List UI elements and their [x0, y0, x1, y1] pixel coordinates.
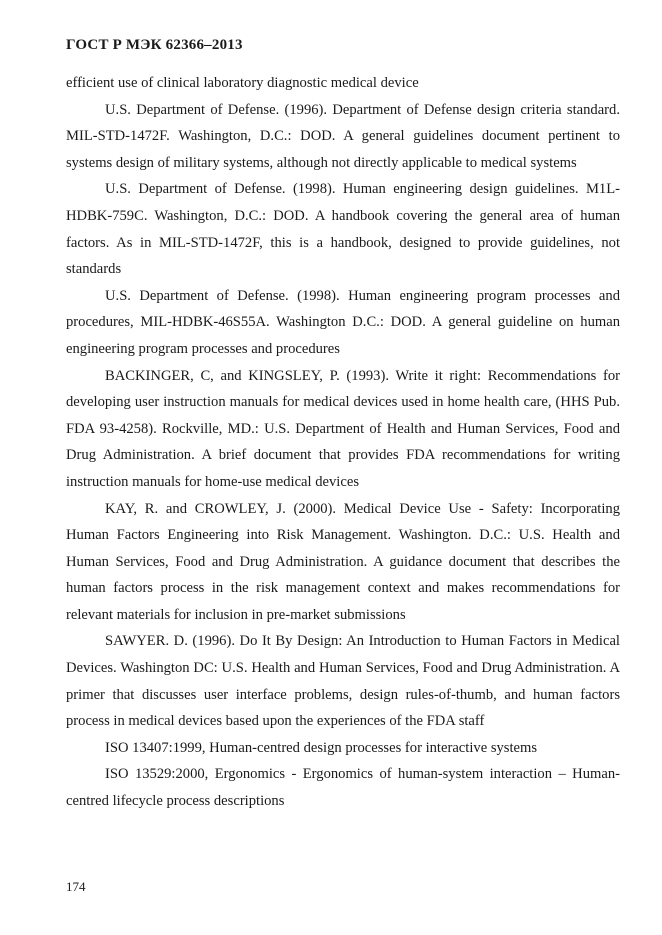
reference-backinger-1993: BACKINGER, C, and KINGSLEY, P. (1993). Write it right: Recommendations for developing user instruction manuals for medical devices used in home health care, (HHS Pub. FDA 93-4258). Rockville, MD.: U.S. Department of Health and Human Services, Food and Drug Administration. A brief document that provides FDA recommendations for writing instruction manuals for home-use medical devices [66, 367, 620, 490]
reference-dod-1998-guidelines: U.S. Department of Defense. (1998). Human engineering design guidelines. M1L-HDBK-759C. Washington, D.C.: DOD. A handbook covering the general area of human factors. As in MIL-STD-1472F, this is a handbook, designed to provide guidelines, not standards [66, 181, 620, 278]
reference-iso-13407: ISO 13407:1999, Human-centred design processes for interactive systems [105, 739, 538, 756]
reference-dod-1996: U.S. Department of Defense. (1996). Department of Defense design criteria standard. MIL-STD-1472F. Washington, D.C.: DOD. A general guidelines document pertinent to systems design of military systems, although not directly applicable to medical systems [66, 101, 620, 171]
reference-iso-13529: ISO 13529:2000, Ergonomics - Ergonomics of human-system interaction – Human-centred lifecycle process descriptions [66, 766, 620, 810]
page-header-standard: ГОСТ Р МЭК 62366–2013 [66, 37, 243, 53]
page-number: 174 [66, 879, 86, 894]
paragraph-continuation: efficient use of clinical laboratory diagnostic medical device [66, 75, 419, 91]
bibliography-text [66, 70, 620, 815]
reference-kay-2000: KAY, R. and CROWLEY, J. (2000). Medical Device Use - Safety: Incorporating Human Factors Engineering into Risk Management. Washington. D.C.: U.S. Health and Human Services, Food and Drug Administration. A guidance document that describes the human factors process in the risk management context and makes recommendations for relevant materials for inclusion in pre-market submissions [66, 500, 620, 623]
reference-sawyer-1996: SAWYER. D. (1996). Do It By Design: An Introduction to Human Factors in Medical Devices. Washington DC: U.S. Health and Human Services, Food and Drug Administration. A primer that discusses user interface problems, design rules-of-thumb, and human factors process in medical devices based upon the experiences of the FDA staff [66, 633, 620, 730]
reference-dod-1998-processes: U.S. Department of Defense. (1998). Human engineering program processes and procedures, MIL-HDBK-46S55A. Washington D.C.: DOD. A general guideline on human engineering program processes and procedures [66, 287, 620, 357]
